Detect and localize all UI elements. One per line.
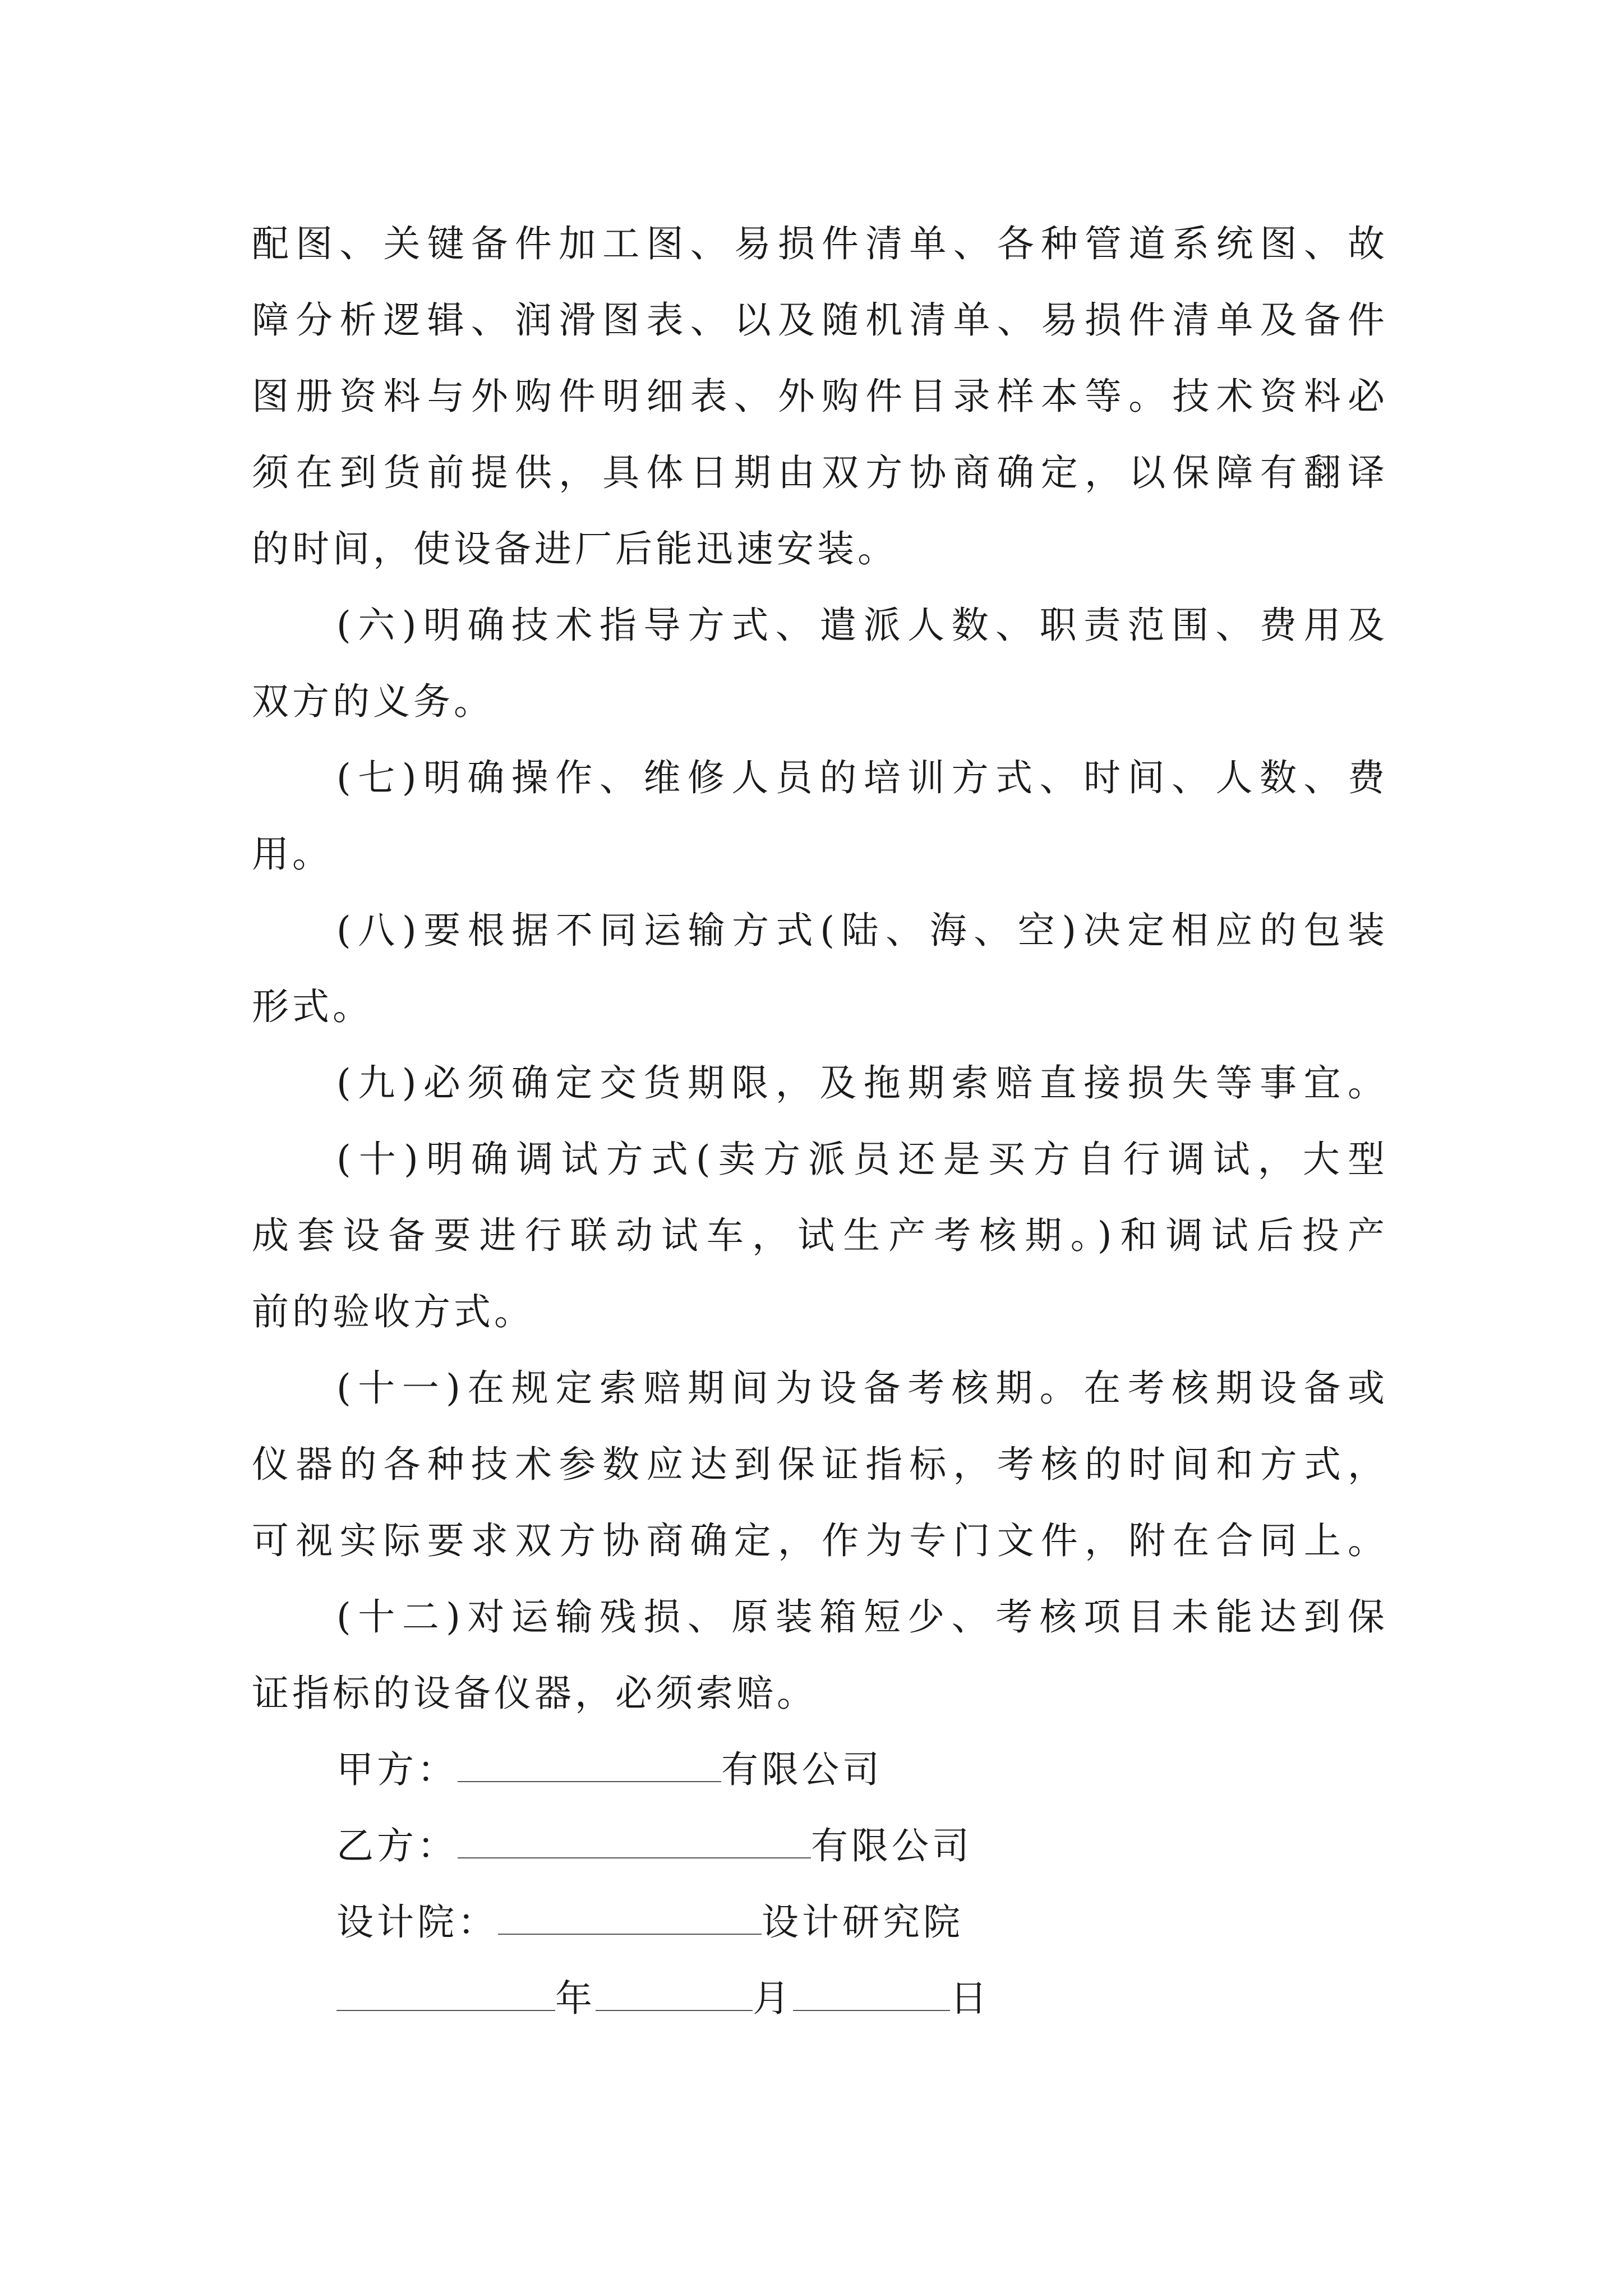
- party-b-label: 乙方：: [336, 1824, 458, 1867]
- day-blank: [793, 1976, 950, 2011]
- institute-label: 设计院：: [336, 1901, 498, 1944]
- body-line: 证指标的设备仪器，必须索赔。: [252, 1672, 817, 1715]
- clause-ten: (十)明确调试方式(卖方派员还是买方自行调试，大型: [336, 1138, 1385, 1181]
- year-label: 年: [555, 1977, 596, 2020]
- clause-eleven: (十一)在规定索赔期间为设备考核期。在考核期设备或: [336, 1366, 1385, 1410]
- institute-suffix: 设计研究院: [762, 1901, 963, 1944]
- party-b-blank: [458, 1824, 811, 1858]
- party-a-blank: [458, 1747, 721, 1782]
- year-blank: [336, 1976, 555, 2011]
- signature-institute: [336, 1897, 963, 1948]
- body-line: 的时间，使设备进厂后能迅速安装。: [252, 527, 898, 570]
- clause-nine: (九)必须确定交货期限，及拖期索赔直接损失等事宜。: [336, 1061, 1385, 1105]
- clause-six: (六)明确技术指导方式、遣派人数、职责范围、费用及: [336, 604, 1385, 647]
- clause-seven: (七)明确操作、维修人员的培训方式、时间、人数、费: [336, 756, 1385, 799]
- signature-party-b: [336, 1821, 972, 1871]
- institute-blank: [498, 1900, 762, 1935]
- month-label: 月: [753, 1977, 793, 2020]
- signature-party-a: [336, 1745, 883, 1795]
- party-a-label: 甲方：: [336, 1748, 458, 1791]
- clause-twelve: (十二)对运输残损、原装箱短少、考核项目未能达到保: [336, 1595, 1385, 1639]
- body-line: 可视实际要求双方协商确定，作为专门文件，附在合同上。: [252, 1519, 1385, 1562]
- body-line: 前的验收方式。: [252, 1290, 534, 1333]
- body-line: 成套设备要进行联动试车，试生产考核期。)和调试后投产: [252, 1214, 1385, 1257]
- body-line: 仪器的各种技术参数应达到保证指标，考核的时间和方式，: [252, 1443, 1385, 1486]
- body-line: 配图、关键备件加工图、易损件清单、各种管道系统图、故: [252, 222, 1385, 265]
- body-line: 用。: [252, 832, 333, 876]
- body-line: 障分析逻辑、润滑图表、以及随机清单、易损件清单及备件: [252, 298, 1385, 342]
- body-line: 图册资料与外购件明细表、外购件目录样本等。技术资料必: [252, 375, 1385, 418]
- signature-date: [336, 1973, 990, 2024]
- body-line: 须在到货前提供，具体日期由双方协商确定，以保障有翻译: [252, 451, 1385, 494]
- body-line: 形式。: [252, 985, 373, 1028]
- party-b-suffix: 有限公司: [811, 1824, 972, 1867]
- party-a-suffix: 有限公司: [721, 1748, 883, 1791]
- month-blank: [596, 1976, 753, 2011]
- body-line: 双方的义务。: [252, 680, 494, 723]
- clause-eight: (八)要根据不同运输方式(陆、海、空)决定相应的包装: [336, 909, 1385, 952]
- day-label: 日: [950, 1977, 990, 2020]
